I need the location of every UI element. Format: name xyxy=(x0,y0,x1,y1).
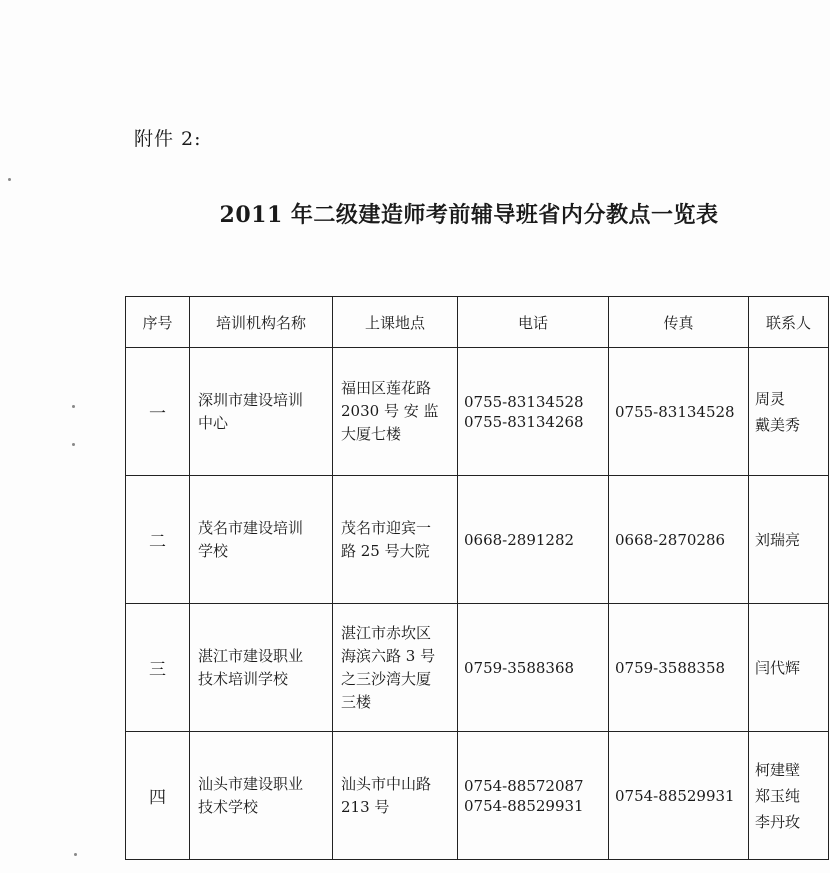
scan-mark xyxy=(74,853,77,856)
class-address xyxy=(333,604,458,732)
phone-number-line: 0668-2891282 xyxy=(464,530,575,549)
class-address xyxy=(333,476,458,604)
contact-person xyxy=(749,476,829,604)
class-address-line: 大厦七楼 xyxy=(341,425,402,443)
contact-person xyxy=(749,732,829,860)
phone-number xyxy=(458,604,609,732)
phone-number xyxy=(458,348,609,476)
class-address-line: 福田区莲花路 xyxy=(341,379,432,397)
org-name-line: 学校 xyxy=(198,541,229,560)
org-name xyxy=(190,348,333,476)
org-name-line: 茂名市建设培训 xyxy=(198,518,304,537)
class-address-line: 汕头市中山路 xyxy=(341,774,432,793)
contact-person xyxy=(749,348,829,476)
org-name-line: 汕头市建设职业 xyxy=(198,774,304,793)
phone-number-line: 0754-88529931 xyxy=(464,796,584,815)
fax-number: 0755-83134528 xyxy=(609,348,749,476)
training-centers-table xyxy=(125,296,829,860)
scan-mark xyxy=(8,178,11,181)
scan-mark xyxy=(72,443,75,446)
org-name xyxy=(190,732,333,860)
class-address-line: 213 号 xyxy=(341,797,390,816)
org-name-line: 技术培训学校 xyxy=(198,669,289,688)
row-index: 一 xyxy=(126,348,190,476)
contact-person-line: 闫代辉 xyxy=(755,658,801,677)
fax-number: 0754-88529931 xyxy=(609,732,749,860)
row-index: 四 xyxy=(126,732,190,860)
phone-number-line: 0754-88572087 xyxy=(464,776,584,795)
table-row xyxy=(126,732,829,860)
class-address-line: 三楼 xyxy=(341,692,372,711)
phone-number xyxy=(458,476,609,604)
table-row xyxy=(126,604,829,732)
class-address xyxy=(333,732,458,860)
header-contact: 联系人 xyxy=(749,297,829,348)
org-name xyxy=(190,476,333,604)
org-name-line: 深圳市建设培训 xyxy=(198,390,304,409)
contact-person-line: 刘瑞亮 xyxy=(755,530,801,549)
table-header-row xyxy=(126,297,829,348)
class-address-line: 路 25 号大院 xyxy=(341,541,430,560)
scan-mark xyxy=(72,405,75,408)
row-index: 三 xyxy=(126,604,190,732)
class-address-line: 海滨六路 3 号 xyxy=(341,646,436,665)
header-addr: 上课地点 xyxy=(333,297,458,348)
phone-number-line: 0755-83134268 xyxy=(464,412,584,431)
phone-number-line: 0755-83134528 xyxy=(464,392,584,411)
org-name-line: 湛江市建设职业 xyxy=(198,646,304,665)
header-index: 序号 xyxy=(126,297,190,348)
contact-person-line: 周灵 xyxy=(755,389,786,408)
contact-person-line: 柯建壁 xyxy=(755,760,801,779)
contact-person xyxy=(749,604,829,732)
org-name-line: 技术学校 xyxy=(198,797,259,816)
row-index: 二 xyxy=(126,476,190,604)
header-org: 培训机构名称 xyxy=(190,297,333,348)
class-address-line: 之三沙湾大厦 xyxy=(341,669,432,688)
contact-person-line: 李丹玫 xyxy=(755,812,801,831)
table-row xyxy=(126,348,829,476)
class-address xyxy=(333,348,458,476)
fax-number: 0759-3588358 xyxy=(609,604,749,732)
contact-person-line: 郑玉纯 xyxy=(755,786,801,805)
class-address-line: 湛江市赤坎区 xyxy=(341,623,432,642)
attachment-label: 附件 2: xyxy=(134,128,202,150)
org-name-line: 中心 xyxy=(198,413,229,432)
class-address-line: 2030 号 安 监 xyxy=(341,402,439,420)
org-name xyxy=(190,604,333,732)
fax-number: 0668-2870286 xyxy=(609,476,749,604)
class-address-line: 茂名市迎宾一 xyxy=(341,518,432,537)
table-body xyxy=(126,348,829,860)
contact-person-line: 戴美秀 xyxy=(755,415,801,434)
table-row xyxy=(126,476,829,604)
header-fax: 传真 xyxy=(609,297,749,348)
document-title: 2011 年二级建造师考前辅导班省内分教点一览表 xyxy=(219,202,719,228)
header-phone: 电话 xyxy=(458,297,609,348)
phone-number xyxy=(458,732,609,860)
phone-number-line: 0759-3588368 xyxy=(464,658,575,677)
